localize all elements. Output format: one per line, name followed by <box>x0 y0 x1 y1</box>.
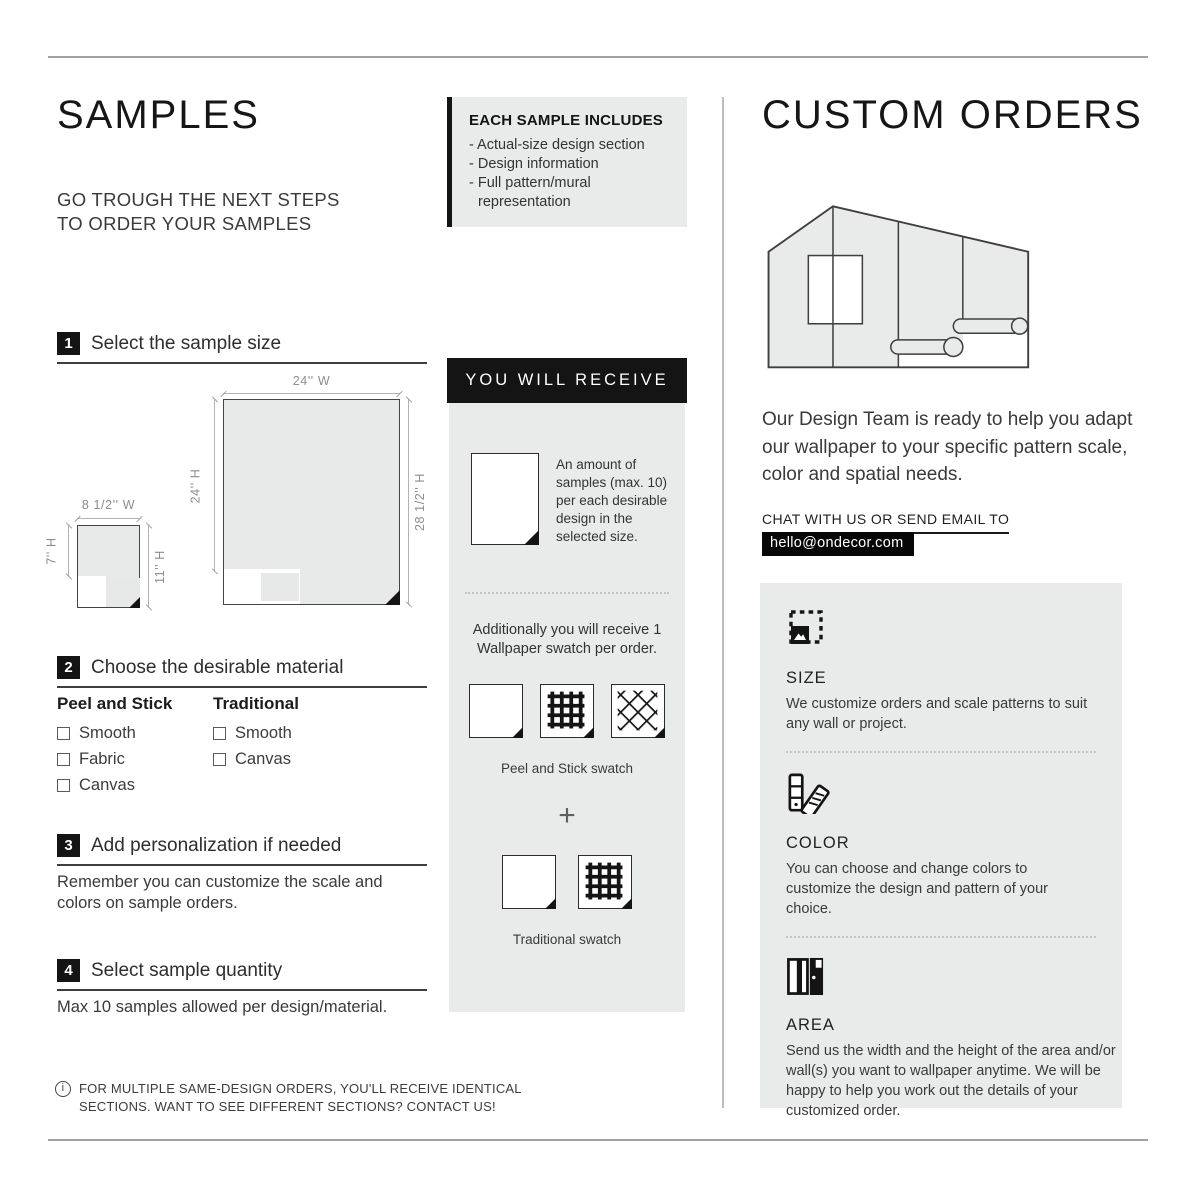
small-sample-right-height-label: 11'' H <box>153 549 168 584</box>
material-option-peel-canvas[interactable] <box>57 776 213 795</box>
step-3-label: Add personalization if needed <box>91 834 342 856</box>
includes-item: - Full pattern/mural representation <box>469 174 591 210</box>
house-wallpaper-illustration <box>758 193 1052 392</box>
info-icon: i <box>55 1081 71 1097</box>
checkbox-icon[interactable] <box>57 753 70 766</box>
each-sample-includes-box <box>447 97 687 227</box>
small-sample-sheet <box>77 525 140 608</box>
large-sample-left-height-label: 24'' H <box>188 468 202 503</box>
feature-color-text: You can choose and change colors to customize the design and pattern of your choice. <box>786 861 1048 917</box>
feature-color <box>786 772 1096 919</box>
material-option-traditional-smooth[interactable] <box>213 724 299 743</box>
traditional-column <box>213 694 299 802</box>
small-sample-left-height-label-wrap <box>44 525 60 577</box>
traditional-swatch-row <box>449 855 685 909</box>
large-sample-inner-square <box>261 573 299 601</box>
feature-size <box>786 609 1096 734</box>
step-1-label: Select the sample size <box>91 332 282 354</box>
color-icon <box>786 772 830 814</box>
step-1-number-badge: 1 <box>57 332 80 355</box>
area-icon <box>786 957 825 996</box>
step-4-number-badge: 4 <box>57 959 80 982</box>
column-divider <box>722 97 724 1108</box>
checkbox-icon[interactable] <box>57 727 70 740</box>
feature-size-text: We customize orders and scale patterns to suit any wall or project. <box>786 696 1088 732</box>
large-sample-right-height-label: 28 1/2'' H <box>413 472 427 532</box>
material-option-label: Canvas <box>79 776 135 794</box>
dotted-divider <box>465 592 669 594</box>
samples-title: SAMPLES <box>57 93 260 137</box>
you-will-receive-panel <box>449 403 685 1012</box>
custom-orders-intro: Our Design Team is ready to help you adapt our wallpaper to your specific pattern scale, color and spatial needs. <box>762 409 1133 486</box>
size-icon <box>786 609 826 649</box>
small-sample-right-dim-line <box>148 525 149 608</box>
dotted-divider <box>786 936 1096 938</box>
traditional-swatch-caption: Traditional swatch <box>512 931 622 947</box>
checkbox-icon[interactable] <box>57 779 70 792</box>
blank-swatch-icon <box>469 684 523 738</box>
material-option-peel-fabric[interactable] <box>57 750 213 769</box>
feature-color-title: COLOR <box>786 834 850 852</box>
blank-swatch-icon <box>502 855 556 909</box>
step-2-label: Choose the desirable material <box>91 656 344 678</box>
footnote <box>55 1080 535 1116</box>
custom-features-panel <box>760 583 1122 1119</box>
step-3-heading <box>57 834 427 866</box>
dotted-divider <box>786 751 1096 753</box>
step-4-heading <box>57 959 427 991</box>
samples-intro-line1: GO TROUGH THE NEXT STEPS <box>57 189 340 210</box>
large-sample-width-label: 24'' W <box>292 374 331 388</box>
plus-sign: + <box>558 798 576 832</box>
step-4-label: Select sample quantity <box>91 959 283 981</box>
step-1-heading <box>57 332 427 364</box>
step-3-number-badge: 3 <box>57 834 80 857</box>
material-option-label: Smooth <box>79 724 136 742</box>
feature-area-text: Send us the width and the height of the area and/or wall(s) you want to wallpaper anytime. We will be happy to help you work out the details of your customized order. <box>786 1043 1116 1119</box>
peel-and-stick-column <box>57 694 213 802</box>
step-4-description: Max 10 samples allowed per design/material. <box>57 998 388 1016</box>
chat-label: CHAT WITH US OR SEND EMAIL TO <box>762 511 1009 534</box>
custom-orders-title: CUSTOM ORDERS <box>762 93 1143 137</box>
large-sample-left-dim-line <box>214 399 215 572</box>
small-sample-white-section <box>78 576 106 607</box>
material-option-label: Fabric <box>79 750 125 768</box>
includes-item: - Actual-size design section <box>469 137 645 153</box>
crosshatch-pattern <box>612 685 663 736</box>
bottom-rule <box>48 1139 1148 1141</box>
material-option-peel-smooth[interactable] <box>57 724 213 743</box>
additionally-text: Additionally you will receive 1 Wallpaper swatch per order. <box>472 621 662 658</box>
traditional-title: Traditional <box>213 694 299 713</box>
large-sample-right-dim-line <box>408 399 409 605</box>
sample-size-diagram <box>45 372 429 620</box>
material-option-label: Smooth <box>235 724 292 742</box>
step-2-number-badge: 2 <box>57 656 80 679</box>
includes-item: - Design information <box>469 155 599 172</box>
feature-area-title: AREA <box>786 1016 835 1034</box>
samples-intro <box>57 188 340 236</box>
material-option-label: Canvas <box>235 750 291 768</box>
footnote-text: FOR MULTIPLE SAME-DESIGN ORDERS, YOU'LL RECEIVE IDENTICAL SECTIONS. WANT TO SEE DIFFERENT SECTIONS? CONTACT US! <box>79 1081 522 1114</box>
includes-title: EACH SAMPLE INCLUDES <box>469 112 664 129</box>
step-3-description: Remember you can customize the scale and colors on sample orders. <box>57 873 383 913</box>
step-2-heading <box>57 656 427 688</box>
grid-pattern <box>579 856 630 907</box>
sample-amount-text: An amount of samples (max. 10) per each desirable design in the selected size. <box>556 457 668 544</box>
checkbox-icon[interactable] <box>213 727 226 740</box>
materials-lists <box>57 694 299 802</box>
email-link[interactable]: hello@ondecor.com <box>762 532 914 556</box>
large-sample-sheet <box>223 399 400 605</box>
top-rule <box>48 56 1148 58</box>
small-sample-left-dim-line <box>68 525 69 577</box>
small-sample-left-height-label: 7'' H <box>45 537 60 565</box>
grid-swatch-icon <box>540 684 594 738</box>
you-will-receive-banner: YOU WILL RECEIVE <box>447 358 687 403</box>
peel-and-stick-title: Peel and Stick <box>57 694 173 713</box>
feature-area <box>786 957 1116 1121</box>
grid-swatch-icon <box>578 855 632 909</box>
peel-swatch-caption: Peel and Stick swatch <box>500 760 634 776</box>
peel-swatch-row <box>449 684 685 738</box>
checkbox-icon[interactable] <box>213 753 226 766</box>
small-sample-width-dim-line <box>77 518 140 519</box>
samples-intro-line2: TO ORDER YOUR SAMPLES <box>57 213 312 235</box>
small-sample-right-height-label-wrap <box>152 525 168 608</box>
feature-size-title: SIZE <box>786 669 827 687</box>
crosshatch-swatch-icon <box>611 684 665 738</box>
large-sample-width-dim-line <box>223 393 400 394</box>
small-sample-inner-square <box>106 578 140 603</box>
material-option-traditional-canvas[interactable] <box>213 750 299 769</box>
large-sample-left-height-label-wrap <box>187 399 203 572</box>
large-sample-right-height-label-wrap <box>412 399 428 605</box>
sample-sheet-icon <box>471 453 539 545</box>
sample-amount-row <box>449 403 685 546</box>
grid-pattern <box>541 685 592 736</box>
small-sample-width-label: 8 1/2'' W <box>81 498 136 512</box>
